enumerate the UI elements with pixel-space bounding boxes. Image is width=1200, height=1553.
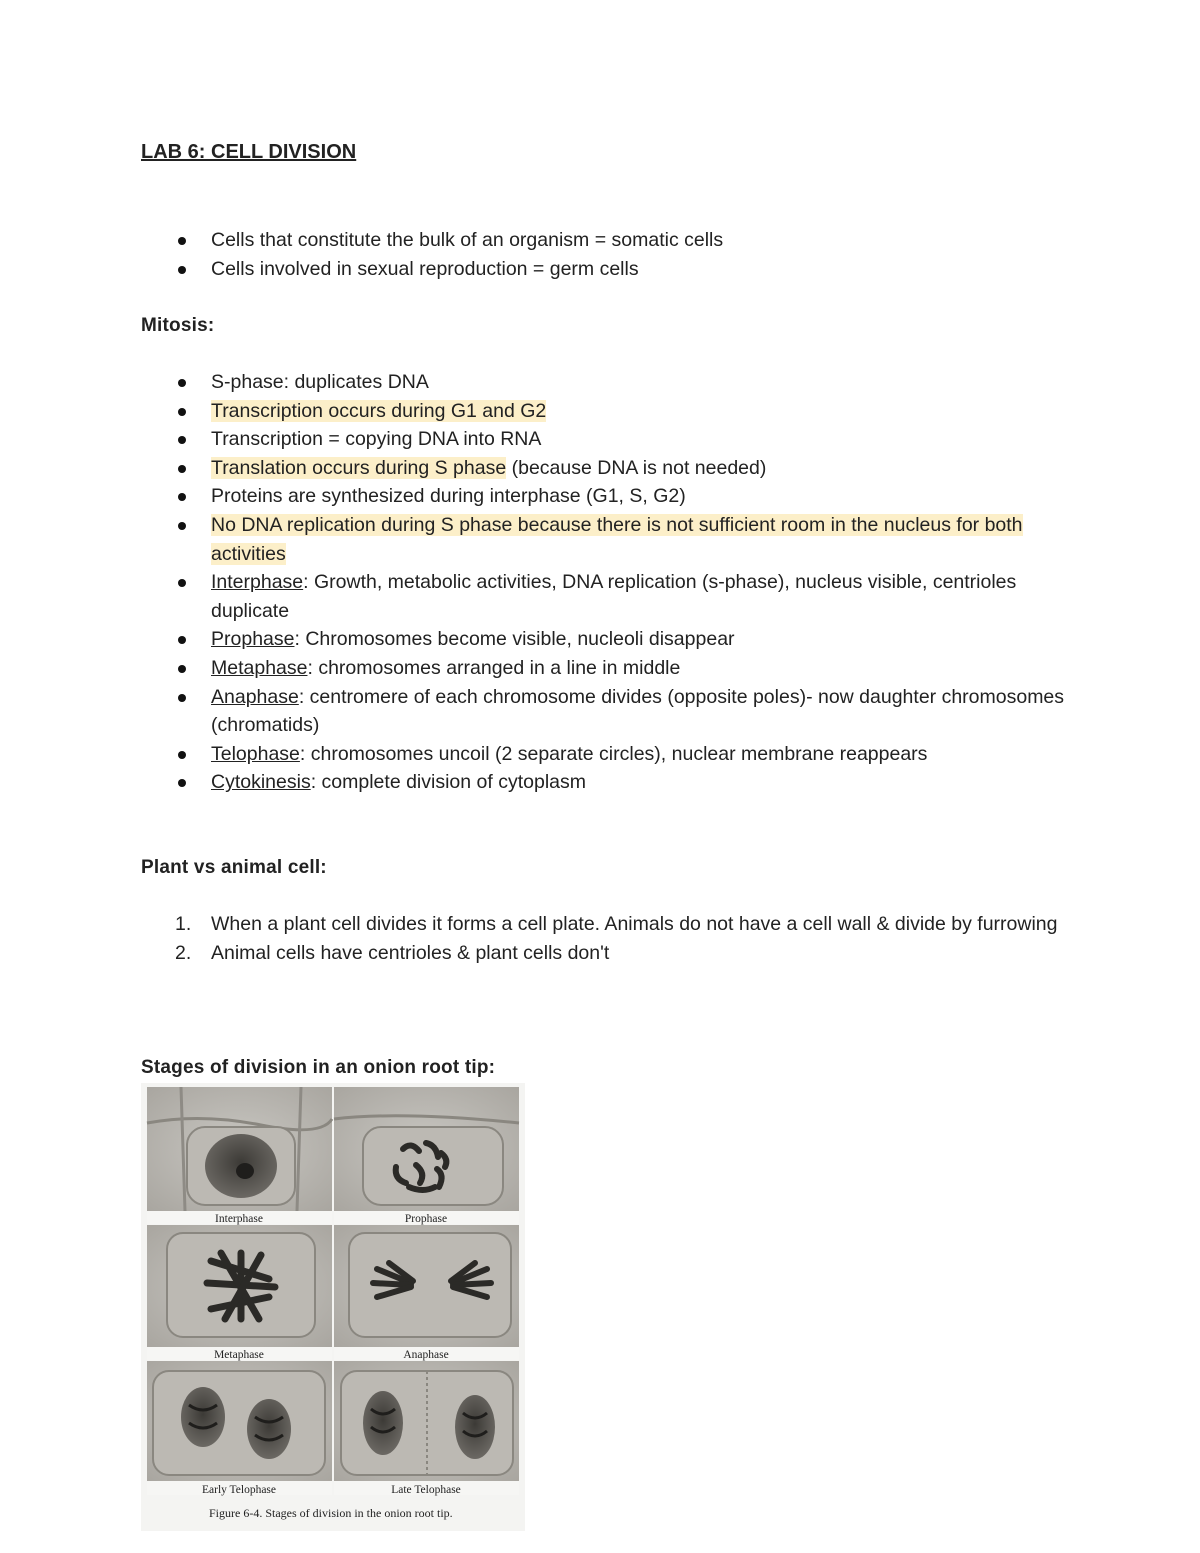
list-item: Proteins are synthesized during interphase (G1, S, G2) — [141, 482, 1081, 511]
list-item: Cells that constitute the bulk of an organism = somatic cells — [141, 226, 1081, 255]
page-title: LAB 6: CELL DIVISION — [141, 141, 357, 163]
label-metaphase: Metaphase — [214, 1349, 264, 1361]
stages-heading: Stages of division in an onion root tip: — [141, 1057, 496, 1078]
term-metaphase: Metaphase — [211, 656, 308, 679]
highlighted-text: No DNA replication during S phase because there is not sufficient room in the nucleus for both activities — [211, 513, 1023, 565]
term-interphase: Interphase — [211, 571, 304, 594]
late-telophase-nucleus-right — [455, 1395, 495, 1459]
list-item: 2. Animal cells have centrioles & plant cells don't — [175, 941, 610, 964]
list-item: S-phase: duplicates DNA — [141, 368, 1081, 397]
term-anaphase: Anaphase — [211, 685, 299, 708]
mitosis-list — [141, 368, 1081, 797]
list-item: Cytokinesis: complete division of cytoplasm — [141, 768, 1081, 797]
label-anaphase: Anaphase — [403, 1349, 449, 1361]
term-cytokinesis: Cytokinesis — [211, 771, 311, 794]
plant-vs-animal-list — [141, 910, 1081, 967]
anaphase-panel — [334, 1225, 519, 1347]
list-item: Prophase: Chromosomes become visible, nucleoli disappear — [141, 625, 1081, 654]
list-item: Metaphase: chromosomes arranged in a line in middle — [141, 654, 1081, 683]
figure-caption: Figure 6-4. Stages of division in the onion root tip. — [209, 1506, 453, 1520]
plant-vs-animal-heading: Plant vs animal cell: — [141, 857, 327, 878]
term-prophase: Prophase — [211, 628, 295, 651]
onion-root-tip-figure — [141, 1083, 525, 1531]
telophase-nucleus-right — [247, 1399, 291, 1459]
list-item: Transcription = copying DNA into RNA — [141, 425, 1081, 454]
highlighted-text: Transcription occurs during G1 and G2 — [211, 399, 547, 422]
list-item — [141, 397, 1081, 426]
list-item: 1. When a plant cell divides it forms a cell plate. Animals do not have a cell wall & divide by furrowing — [175, 913, 1058, 935]
label-interphase: Interphase — [215, 1213, 263, 1225]
highlighted-text: Translation occurs during S phase — [211, 456, 507, 479]
list-item: Translation occurs during S phase (because DNA is not needed) — [141, 454, 1081, 483]
list-item: Cells involved in sexual reproduction = germ cells — [141, 255, 1081, 284]
early-telophase-panel — [147, 1361, 332, 1481]
term-telophase: Telophase — [211, 742, 300, 765]
list-item — [141, 511, 1081, 568]
mitosis-heading: Mitosis: — [141, 315, 215, 336]
list-item: Telophase: chromosomes uncoil (2 separate circles), nuclear membrane reappears — [141, 740, 1081, 769]
label-early-telophase: Early Telophase — [201, 1484, 277, 1496]
interphase-panel — [147, 1087, 332, 1211]
telophase-nucleus-left — [181, 1387, 225, 1447]
late-telophase-nucleus-left — [363, 1391, 403, 1455]
intro-list — [141, 226, 1081, 283]
list-item: Interphase: Growth, metabolic activities, DNA replication (s-phase), nucleus visible, centrioles duplicate — [141, 568, 1081, 625]
list-item: Anaphase: centromere of each chromosome divides (opposite poles)- now daughter chromosomes (chromatids) — [141, 683, 1081, 740]
label-prophase: Prophase — [404, 1213, 448, 1225]
metaphase-panel — [147, 1225, 332, 1347]
label-late-telophase: Late Telophase — [391, 1484, 461, 1496]
prophase-panel — [334, 1087, 519, 1211]
late-telophase-panel — [334, 1361, 519, 1481]
